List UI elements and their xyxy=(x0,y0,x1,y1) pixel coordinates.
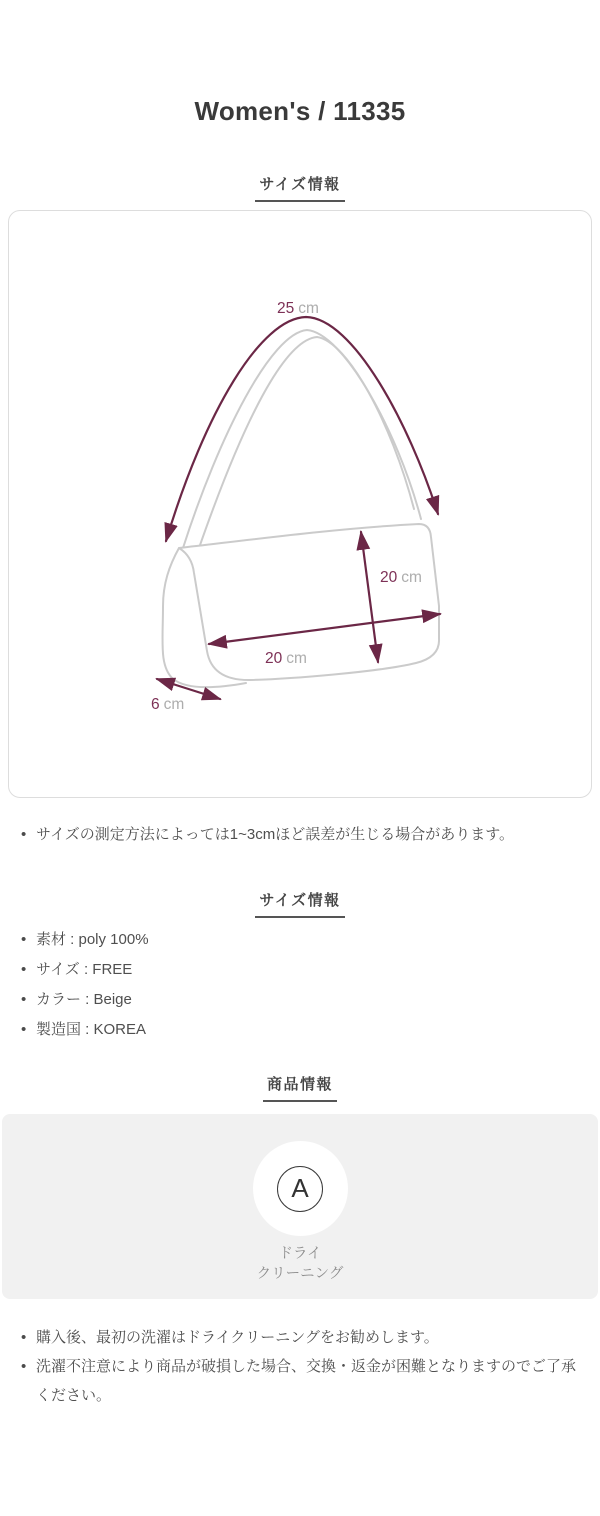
size-info-item-material: • 素材 : poly 100% xyxy=(20,925,582,955)
bag-body-outline xyxy=(179,524,439,680)
size-info-list xyxy=(0,925,600,1045)
care-note-item: • 購入後、最初の洗濯はドライクリーニングをお勧めします。 xyxy=(20,1323,585,1352)
care-label xyxy=(2,1244,598,1284)
care-label-line1: ドライ xyxy=(278,1246,322,1262)
page-title: Women's / 11335 xyxy=(194,96,406,126)
size-diagram-section-heading xyxy=(0,173,600,202)
product-info-section-heading xyxy=(0,1073,600,1102)
size-info-item-size: • サイズ : FREE xyxy=(20,955,582,985)
size-info-section-heading xyxy=(0,889,600,918)
care-symbol-letter: A xyxy=(291,1173,309,1203)
bag-strap-outline-outer xyxy=(183,330,421,548)
size-diagram-heading-label: サイズ情報 xyxy=(255,173,344,202)
size-note-item: • サイズの測定方法によっては1~3cmほど誤差が生じる場合があります。 xyxy=(20,820,582,849)
size-info-item-color: • カラー : Beige xyxy=(20,985,582,1015)
care-instruction-panel xyxy=(2,1114,598,1299)
measurement-line-strap xyxy=(166,317,438,541)
size-diagram-box xyxy=(8,210,592,798)
bag-strap-outline-inner xyxy=(199,337,414,548)
care-symbol-circle xyxy=(253,1141,348,1236)
dry-cleaning-icon xyxy=(277,1166,323,1212)
care-label-line2: クリーニング xyxy=(256,1266,344,1282)
product-detail-page xyxy=(0,96,600,1516)
size-info-heading-label: サイズ情報 xyxy=(255,889,344,918)
bag-size-diagram-svg xyxy=(9,211,591,797)
measurement-label-strap: 25 cm xyxy=(277,300,319,317)
measurement-label-width: 20 cm xyxy=(265,650,307,667)
measurement-label-depth: 6 cm xyxy=(151,696,185,713)
size-note-list xyxy=(0,820,600,849)
care-note-item: • 洗濯不注意により商品が破損した場合、交換・返金が困難となりますのでご了承ください。 xyxy=(20,1352,585,1410)
size-info-item-origin: • 製造国 : KOREA xyxy=(20,1015,582,1045)
product-info-heading-label: 商品情報 xyxy=(263,1073,337,1102)
care-note-list xyxy=(0,1323,600,1410)
measurement-label-height: 20 cm xyxy=(380,569,422,586)
